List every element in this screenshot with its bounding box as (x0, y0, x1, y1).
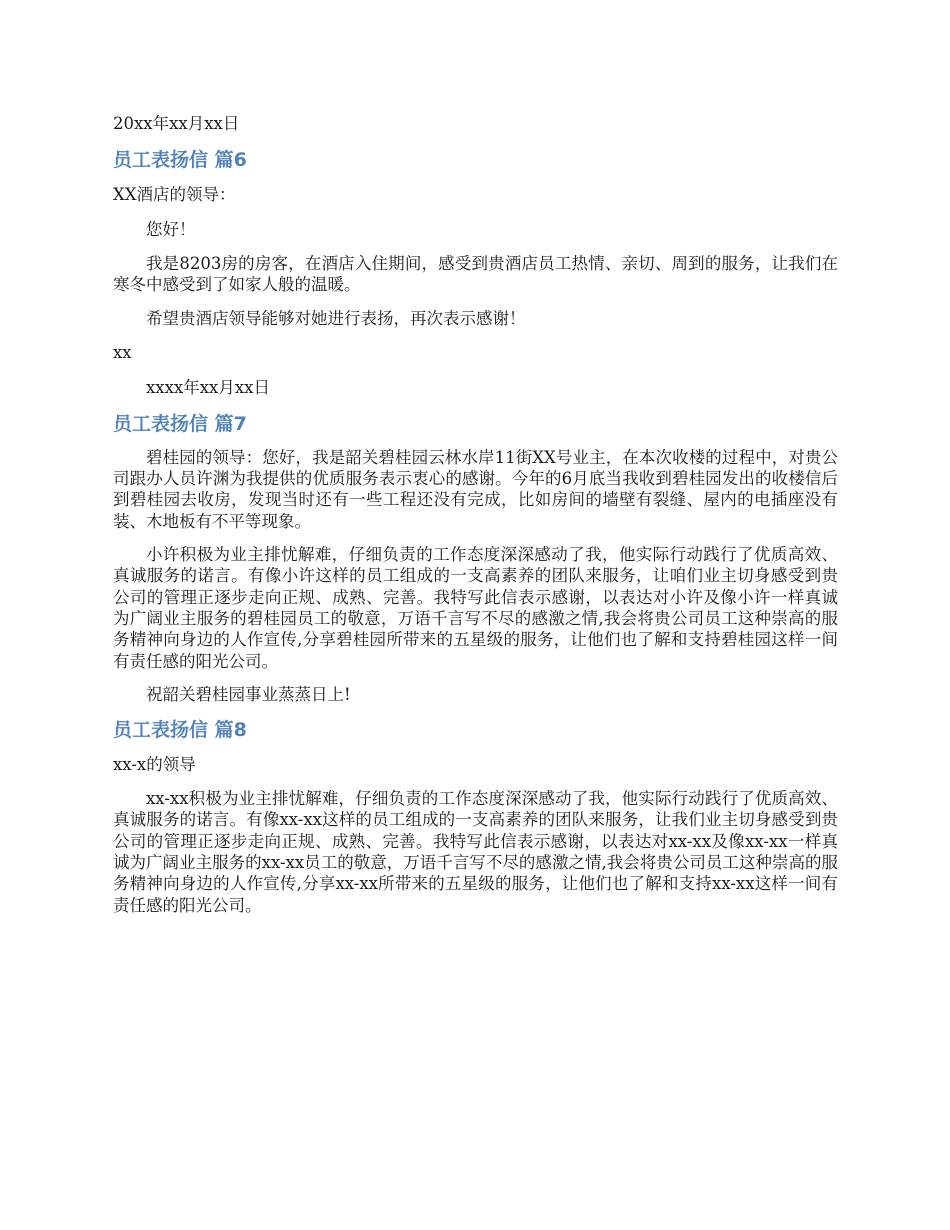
section-heading: 员工表扬信 篇7 (113, 412, 247, 435)
signature-date: xxxx年xx月xx日 (146, 377, 270, 397)
signature: xx (113, 342, 132, 362)
letter-section-6 (113, 147, 838, 399)
section-heading: 员工表扬信 篇6 (113, 149, 247, 171)
section-heading: 员工表扬信 篇8 (113, 719, 247, 742)
body-paragraph: 希望贵酒店领导能够对她进行表扬，再次表示感谢！ (146, 308, 526, 328)
body-paragraph: 我是8203房的房客，在酒店入住期间，感受到贵酒店员工热情、亲切、周到的服务，让我们在寒冬中感受到了如家人般的温暖。 (113, 254, 838, 295)
greeting: 您好！ (146, 220, 196, 239)
letter-section-7 (113, 411, 838, 705)
document-page (113, 112, 838, 928)
body-paragraph: 小许积极为业主排忧解难，仔细负责的工作态度深深感动了我，他实际行动践行了优质高效、真诚服务的诺言。有像小许这样的员工组成的一支高素养的团队来服务，让咱们业主切身感受到贵公司的管理正逐步走向正规、成熟、完善。我特写此信表示感谢，以表达对小许及像小许一样真诚为广阔业主服务的碧桂园员工的敬意，万语千言写不尽的感激之情,我会将贵公司员工这种崇高的服务精神向身边的人作宣传,分享碧桂园所带来的五星级的服务，让他们也了解和支持碧桂园这样一间有责任感的阳光公司。 (113, 545, 838, 671)
salutation: xx-x的领导 (113, 755, 196, 775)
body-paragraph: xx-xx积极为业主排忧解难，仔细负责的工作态度深深感动了我，他实际行动践行了优质高效、真诚服务的诺言。有像xx-xx这样的员工组成的一支高素养的团队来服务，让我们业主切身感受到贵公司的管理正逐步走向正规、成熟、完善。我特写此信表示感谢，以表达对xx-xx及像xx-xx一样真诚为广阔业主服务的xx-xx员工的敬意，万语千言写不尽的感激之情,我会将贵公司员工这种崇高的服务精神向身边的人作宣传,分享xx-xx所带来的五星级的服务，让他们也了解和支持xx-xx这样一间有责任感的阳光公司。 (113, 789, 838, 915)
letter-section-8 (113, 717, 838, 916)
closing-wish: 祝韶关碧桂园事业蒸蒸日上! (146, 684, 351, 704)
top-date: 20xx年xx月xx日 (113, 114, 240, 133)
body-paragraph: 碧桂园的领导：您好，我是韶关碧桂园云林水岸11街XX号业主，在本次收楼的过程中，对贵公司跟办人员许渊为我提供的优质服务表示衷心的感谢。今年的6月底当我收到碧桂园发出的收楼信后到碧桂园去收房，发现当时还有一些工程还没有完成，比如房间的墙壁有裂缝、屋内的电插座没有装、木地板有不平等现象。 (113, 447, 838, 531)
salutation: XX酒店的领导： (113, 185, 236, 204)
